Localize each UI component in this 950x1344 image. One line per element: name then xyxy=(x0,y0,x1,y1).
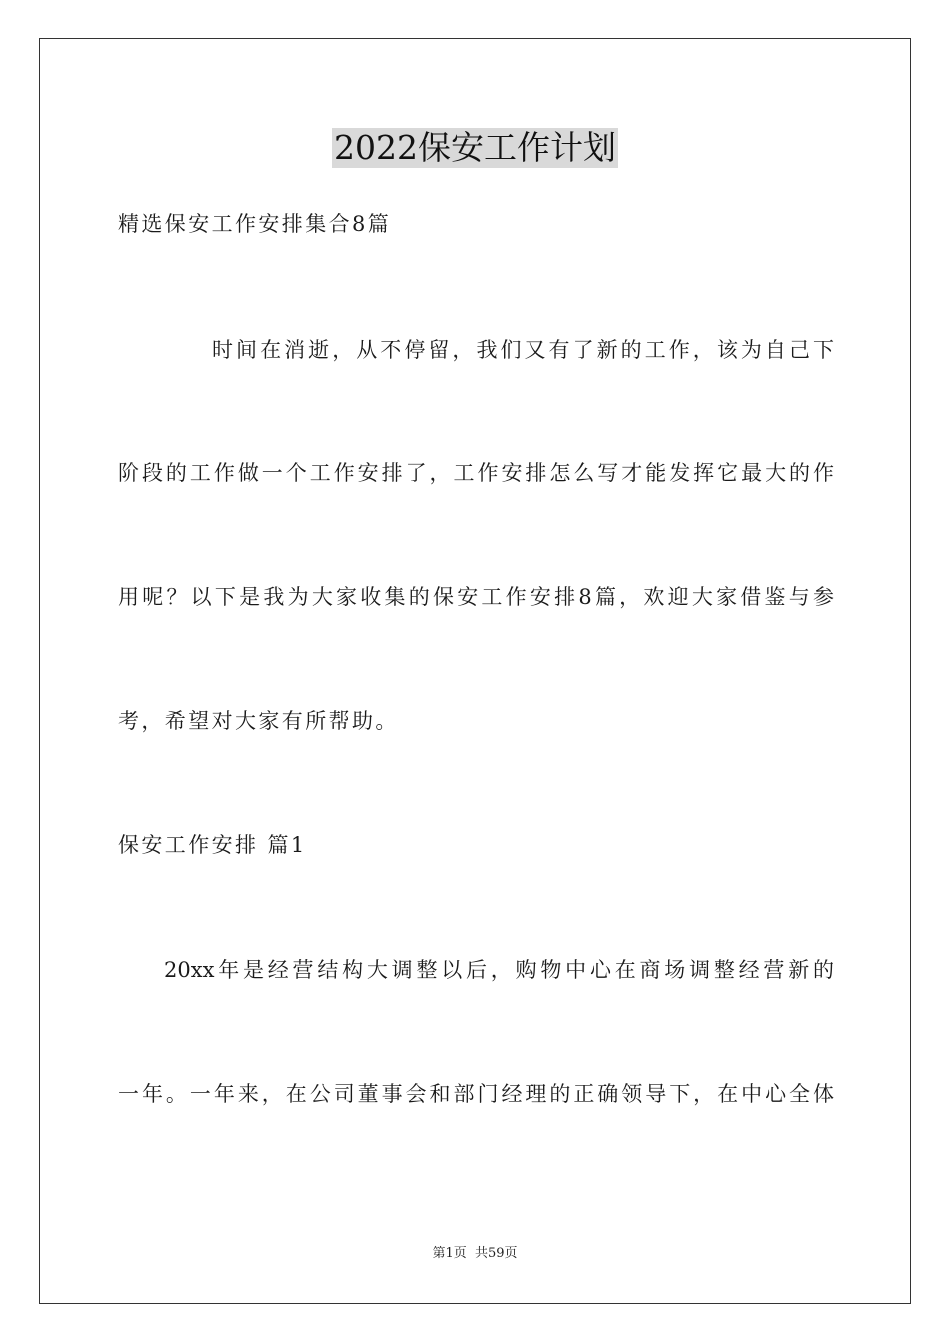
page-number-total: 共59页 xyxy=(474,1246,518,1261)
section-paragraph-line-1: 20xx年是经营结构大调整以后，购物中心在商场调整经营新的 xyxy=(164,958,834,982)
intro-paragraph-line-2: 阶段的工作做一个工作安排了，工作安排怎么写才能发挥它最大的作 xyxy=(118,461,834,485)
intro-paragraph-line-1: 时间在消逝，从不停留，我们又有了新的工作，该为自己下 xyxy=(212,338,834,362)
section-heading: 保安工作安排 篇1 xyxy=(118,833,307,857)
document-subtitle: 精选保安工作安排集合8篇 xyxy=(118,212,392,236)
page-footer xyxy=(0,1245,950,1263)
title-container xyxy=(0,128,950,168)
page-number-current: 第1页 xyxy=(432,1246,467,1261)
intro-paragraph-line-4: 考，希望对大家有所帮助。 xyxy=(118,709,399,733)
document-title: 2022保安工作计划 xyxy=(334,128,616,167)
intro-paragraph-line-3: 用呢？以下是我为大家收集的保安工作安排8篇，欢迎大家借鉴与参 xyxy=(118,585,834,609)
section-paragraph-line-2: 一年。一年来，在公司董事会和部门经理的正确领导下，在中心全体 xyxy=(118,1082,834,1106)
